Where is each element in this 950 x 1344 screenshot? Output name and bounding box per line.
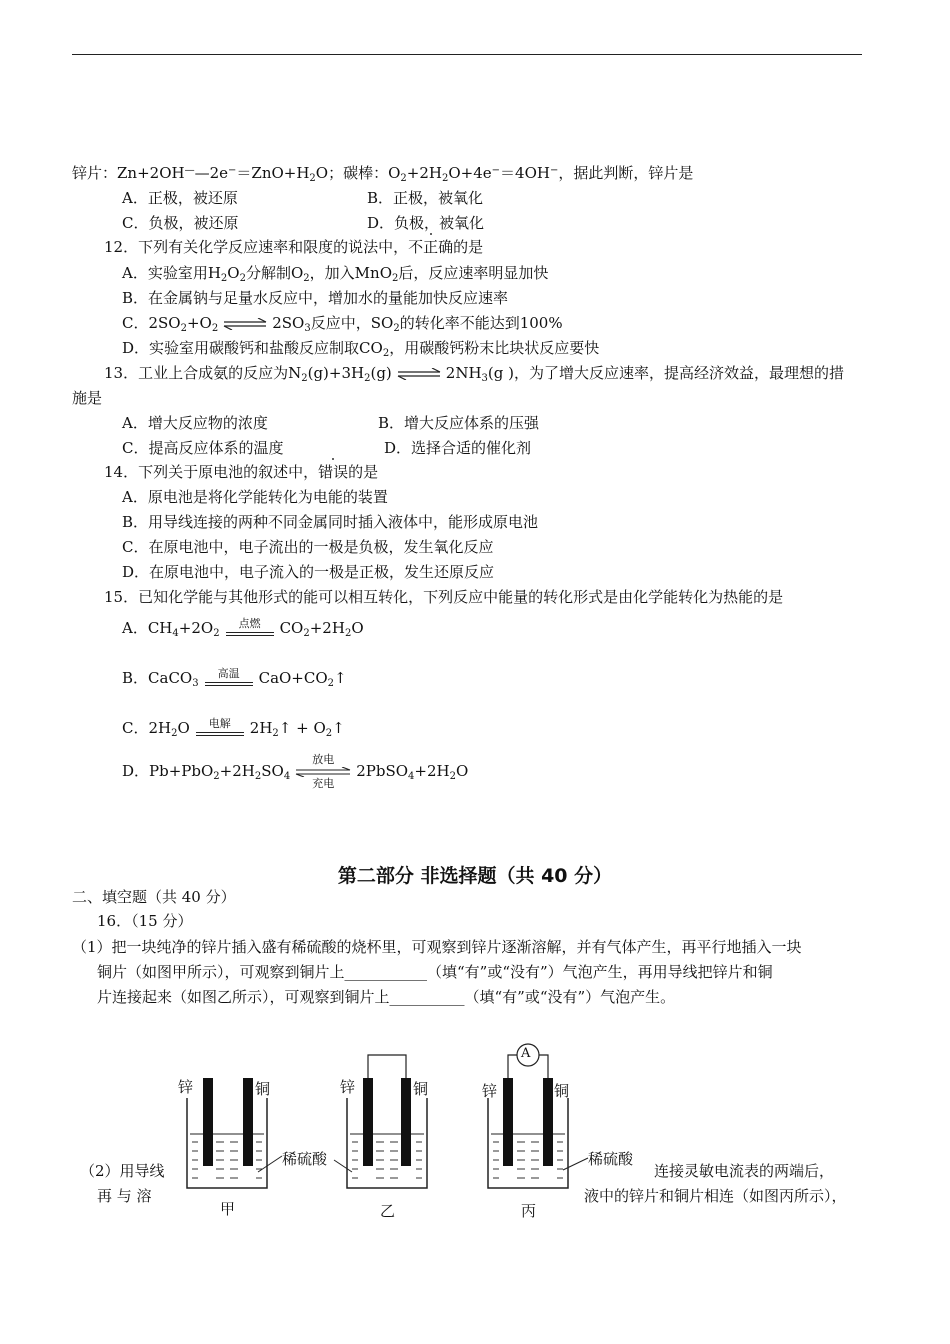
q12-stem: 12．下列有关化学反应速率和限度的说法中，不正确的是 xyxy=(104,238,484,256)
q13-stem-cont: 施是 xyxy=(72,389,103,407)
condition-arrow: 点燃 xyxy=(224,618,276,640)
q15-stem: 15．已知化学能与其他形式的能可以相互转化，下列反应中能量的转化形式是由化学能转化为热能的是 xyxy=(104,588,784,606)
q15-option-d: D．$Pb+PbO_2+2H_2SO_4$ 放电 充电 $2PbSO_4+2H_2O$ xyxy=(122,753,469,790)
q16-part2-d: 液中的锌片和铜片相连（如图丙所示）， xyxy=(584,1187,847,1205)
q13-option-d: D．选择合适的催化剂 xyxy=(384,439,532,457)
q13-option-a: A．增大反应物的浓度 xyxy=(122,414,268,432)
q16-part1-line1: （1）把一块纯净的锌片插入盛有稀硫酸的烧杯里，可观察到锌片逐渐溶解，并有气体产生，再平行地插入一块 xyxy=(72,938,802,956)
q14-stem: 14．下列关于原电池的叙述中，错误的是 xyxy=(104,463,379,481)
cu-label-bing: 铜 xyxy=(554,1082,570,1100)
q12-option-c: C．$2SO_2+O_2$ $2SO_3$反应中，$SO_2$的转化率不能达到100% xyxy=(122,314,563,334)
q11-option-a: A．正极，被还原 xyxy=(122,189,238,207)
q16-part2-b: 再 与 溶 xyxy=(97,1187,152,1205)
q15-option-c: C．$2H_2O$ 电解 $2H_2↑$ + $O_2↑$ xyxy=(122,717,345,739)
condition-arrow: 高温 xyxy=(203,668,255,690)
q11-option-b: B．正极，被氧化 xyxy=(367,189,484,207)
condition-arrow: 电解 xyxy=(194,718,246,740)
part2-title: 第二部分 非选择题（共 40 分） xyxy=(337,865,613,887)
q14-option-c: C．在原电池中，电子流出的一极是负极，发生氧化反应 xyxy=(122,538,494,556)
q15-option-a: A．$CH_4+2O_2$ 点燃 $CO_2+2H_2O$ xyxy=(122,617,364,639)
q13-stem: 13．工业上合成氨的反应为$N_2(g)+3H_2(g)$ $2NH_3(g$ )，为了增大反应速率，提高经济效益，最理想的措 xyxy=(104,364,844,384)
q14-option-b: B．用导线连接的两种不同金属同时插入液体中，能形成原电池 xyxy=(122,513,539,531)
q16-part1-line2: 铜片（如图甲所示），可观察到铜片上___________（填“有”或“没有”）气泡产生，再用导线把锌片和铜 xyxy=(97,963,773,981)
section-heading: 二、填空题（共 40 分） xyxy=(72,888,236,906)
caption-bing: 丙 xyxy=(521,1202,537,1220)
q11-stem: 锌片：$Zn+2OH^——2e^-=ZnO+H_2O$；碳棒：$O_2+2H_2O+4e^-=4OH^-$，据此判断，锌片是 xyxy=(72,164,694,184)
q16-part2-c: 连接灵敏电流表的两端后， xyxy=(654,1162,835,1180)
zn-label-bing: 锌 xyxy=(482,1082,498,1100)
q16-part2-a: （2）用导线 xyxy=(80,1162,165,1180)
ammeter-label: A xyxy=(521,1046,531,1061)
q13-option-b: B．增大反应体系的压强 xyxy=(378,414,540,432)
cu-label-jia: 铜 xyxy=(255,1080,271,1098)
q16-head: 16．（15 分） xyxy=(97,912,193,930)
cu-label-yi: 铜 xyxy=(413,1080,429,1098)
acid-label-jia-yi: 稀硫酸 xyxy=(282,1150,328,1168)
beaker-yi xyxy=(334,1055,427,1188)
zn-label-yi: 锌 xyxy=(340,1078,356,1096)
zn-label-jia: 锌 xyxy=(178,1078,194,1096)
q11-option-c: C．负极，被还原 xyxy=(122,214,239,232)
beaker-bing xyxy=(488,1044,588,1188)
q13-option-c: C．提高反应体系的温度 xyxy=(122,439,284,457)
q12-option-d: D．实验室用碳酸钙和盐酸反应制取$CO_2$，用碳酸钙粉末比块状反应要快 xyxy=(122,339,600,359)
q16-part1-line3: 片连接起来（如图乙所示），可观察到铜片上__________（填“有”或“没有”）气泡产生。 xyxy=(97,988,676,1006)
caption-yi: 乙 xyxy=(380,1202,396,1220)
q14-option-d: D．在原电池中，电子流入的一极是正极，发生还原反应 xyxy=(122,563,495,581)
q12-option-a: A．实验室用$H_2O_2$分解制$O_2$，加入MnO$_2$后，反应速率明显加快 xyxy=(122,264,549,284)
reversible-condition-arrow: 放电 充电 xyxy=(292,756,354,788)
acid-label-bing: 稀硫酸 xyxy=(588,1150,634,1168)
q14-option-a: A．原电池是将化学能转化为电能的装置 xyxy=(122,488,388,506)
q15-option-b: B．CaCO$_3$ 高温 $CaO+CO_2↑$ xyxy=(122,667,347,689)
q12-option-b: B．在金属钠与足量水反应中，增加水的量能加快反应速率 xyxy=(122,289,509,307)
q11-option-d: D．负极，被氧化 xyxy=(367,214,485,232)
caption-jia: 甲 xyxy=(220,1200,236,1218)
